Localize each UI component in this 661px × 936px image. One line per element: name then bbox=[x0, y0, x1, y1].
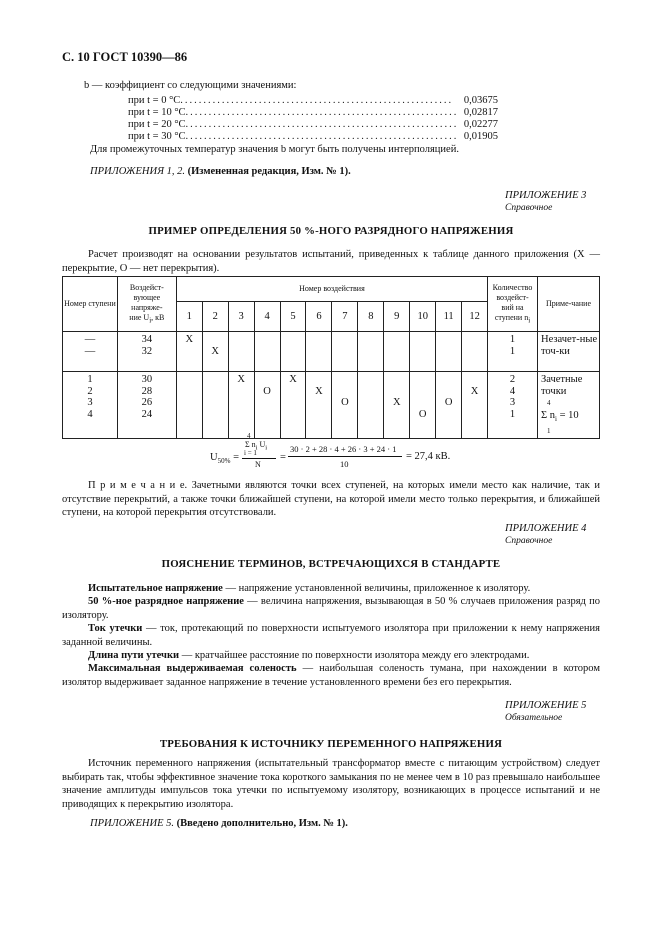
impact-cell: X bbox=[202, 332, 228, 372]
impact-number: 12 bbox=[462, 302, 488, 332]
appendix-1-2-note: ПРИЛОЖЕНИЯ 1, 2. (Измененная редакция, Изм. № 1). bbox=[90, 166, 351, 177]
impact-number: 2 bbox=[202, 302, 228, 332]
header-count: Количество воздейст- вий на ступени $n_i$ bbox=[488, 277, 538, 332]
impact-cell bbox=[280, 332, 306, 372]
impact-cell: X bbox=[384, 372, 410, 439]
term-definition: Максимальная выдерживаемая соленость — наибольшая соленость тумана, при нахождении в котором изолятор выдерживает заданное напряжение в течение установленного времени без его перекрытия. bbox=[62, 663, 600, 688]
impact-number: 10 bbox=[410, 302, 436, 332]
impact-number: 8 bbox=[358, 302, 384, 332]
impact-cell: X bbox=[306, 372, 332, 439]
impact-cell bbox=[306, 332, 332, 372]
term-definition: Длина пути утечки — кратчайшее расстояние по поверхности изолятора между его электродами. bbox=[88, 650, 530, 661]
impact-cell bbox=[202, 372, 228, 439]
voltage-cell: 34 32 bbox=[117, 332, 176, 372]
appendix-4-title: ПОЯСНЕНИЕ ТЕРМИНОВ, ВСТРЕЧАЮЩИХСЯ В СТАНДАРТЕ bbox=[161, 558, 501, 570]
impact-cell bbox=[332, 332, 358, 372]
coefficient-row: при t = 30 °С ........................................................... 0,01905 bbox=[128, 131, 498, 142]
impact-number: 9 bbox=[384, 302, 410, 332]
coefficient-intro: b — коэффициент со следующими значениями: bbox=[84, 80, 297, 91]
term-definition: Испытательное напряжение — напряжение установленной величины, приложенное к изолятору. bbox=[88, 583, 531, 594]
test-results-table bbox=[62, 276, 600, 439]
impact-cell bbox=[358, 372, 384, 439]
impact-number: 5 bbox=[280, 302, 306, 332]
impact-cell: O bbox=[254, 372, 280, 439]
count-cell: 1 1 bbox=[488, 332, 538, 372]
impact-cell bbox=[436, 332, 462, 372]
u50-formula: $U_{50\%}$ = 4 Σ $n_i$ $U_i$ i = 1 N = 30 · 2 + 28 · 4 + 26 · 3 + 24 · 1 10 = 27,4 кВ. bbox=[210, 432, 451, 469]
coefficient-row: при t = 20 °С ........................................................... 0,02277 bbox=[128, 119, 498, 130]
voltage-cell: 30 28 26 24 bbox=[117, 372, 176, 439]
appendix-5-label: ПРИЛОЖЕНИЕ 5 Обязательное bbox=[505, 700, 587, 723]
impact-cell bbox=[176, 372, 202, 439]
impact-number: 6 bbox=[306, 302, 332, 332]
note-cell: Зачетные точки 4 Σ $n_i = 10$ 1 bbox=[537, 372, 599, 439]
appendix-3-note: П р и м е ч а н и е. Зачетными являются точки всех ступеней, на которых имели место как наличие, так и отсутствие перекрытий, а также точки ближайшей ступени, на которой имели место только перекрытия, и ближайшей ступени, на которой перекрытия отсутствовали. bbox=[62, 480, 600, 519]
impact-cell bbox=[384, 332, 410, 372]
note-cell: Незачет-ные точ-ки bbox=[537, 332, 599, 372]
impact-number: 7 bbox=[332, 302, 358, 332]
impact-cell: O bbox=[436, 372, 462, 439]
impact-number: 11 bbox=[436, 302, 462, 332]
appendix-4-label: ПРИЛОЖЕНИЕ 4 Справочное bbox=[505, 523, 587, 546]
appendix-5-title: ТРЕБОВАНИЯ К ИСТОЧНИКУ ПЕРЕМЕННОГО НАПРЯЖЕНИЯ bbox=[159, 738, 503, 750]
impact-cell: O bbox=[332, 372, 358, 439]
interpolation-note: Для промежуточных температур значения b могут быть получены интерполяцией. bbox=[90, 144, 459, 155]
impact-number: 4 bbox=[254, 302, 280, 332]
coefficient-row: при t = 0 °С ........................................................... 0,03675 bbox=[128, 95, 498, 106]
impact-cell bbox=[254, 332, 280, 372]
page-header: С. 10 ГОСТ 10390—86 bbox=[62, 50, 188, 64]
term-definition: 50 %-ное разрядное напряжение — величина напряжения, вызывающая в 50 % случаев приложения разряд по изолятору. bbox=[62, 596, 601, 621]
step-cell: — — bbox=[63, 332, 118, 372]
impact-number: 1 bbox=[176, 302, 202, 332]
coefficient-row: при t = 10 °С ........................................................... 0,02817 bbox=[128, 107, 498, 118]
appendix-3-intro: Расчет производят на основании результатов испытаний, приведенных к таблице данного приложения (Х — перекрытие, О — нет перекрытия). bbox=[62, 249, 600, 274]
count-cell: 2 4 3 1 bbox=[488, 372, 538, 439]
header-impacts: Номер воздействия bbox=[176, 277, 487, 302]
header-note: Приме-чание bbox=[537, 277, 599, 332]
impact-cell: X bbox=[280, 372, 306, 439]
impact-cell: X bbox=[176, 332, 202, 372]
impact-cell bbox=[462, 332, 488, 372]
impact-cell bbox=[228, 332, 254, 372]
term-definition: Ток утечки — ток, протекающий по поверхности испытуемого изолятора при приложении к нему напряжения заданной величины. bbox=[62, 623, 600, 648]
step-cell: 1 2 3 4 bbox=[63, 372, 118, 439]
appendix-3-title: ПРИМЕР ОПРЕДЕЛЕНИЯ 50 %-НОГО РАЗРЯДНОГО НАПРЯЖЕНИЯ bbox=[148, 225, 514, 237]
impact-cell: X bbox=[228, 372, 254, 439]
appendix-5-note: ПРИЛОЖЕНИЕ 5. (Введено дополнительно, Изм. № 1). bbox=[90, 818, 348, 829]
table-row bbox=[63, 372, 600, 439]
impact-cell bbox=[358, 332, 384, 372]
appendix-5-text: Источник переменного напряжения (испытательный трансформатор вместе с питающим устройством) следует выбирать так, чтобы эффективное значение тока короткого замыкания по не менее чем в 10 раз превышало наибольшее значение амплитуды импульсов тока утечки по испытуемому изолятору, возникающих в процессе испытаний и не приводящих к перекрытию изолятора. bbox=[62, 758, 600, 810]
appendix-3-label: ПРИЛОЖЕНИЕ 3 Справочное bbox=[505, 190, 587, 213]
table-row bbox=[63, 332, 600, 372]
impact-cell: X bbox=[462, 372, 488, 439]
header-step: Номер ступени bbox=[63, 277, 118, 332]
impact-number: 3 bbox=[228, 302, 254, 332]
impact-cell: O bbox=[410, 372, 436, 439]
impact-cell bbox=[410, 332, 436, 372]
header-voltage: Воздейст- вующее напряже- ние $U_i$, кВ bbox=[117, 277, 176, 332]
